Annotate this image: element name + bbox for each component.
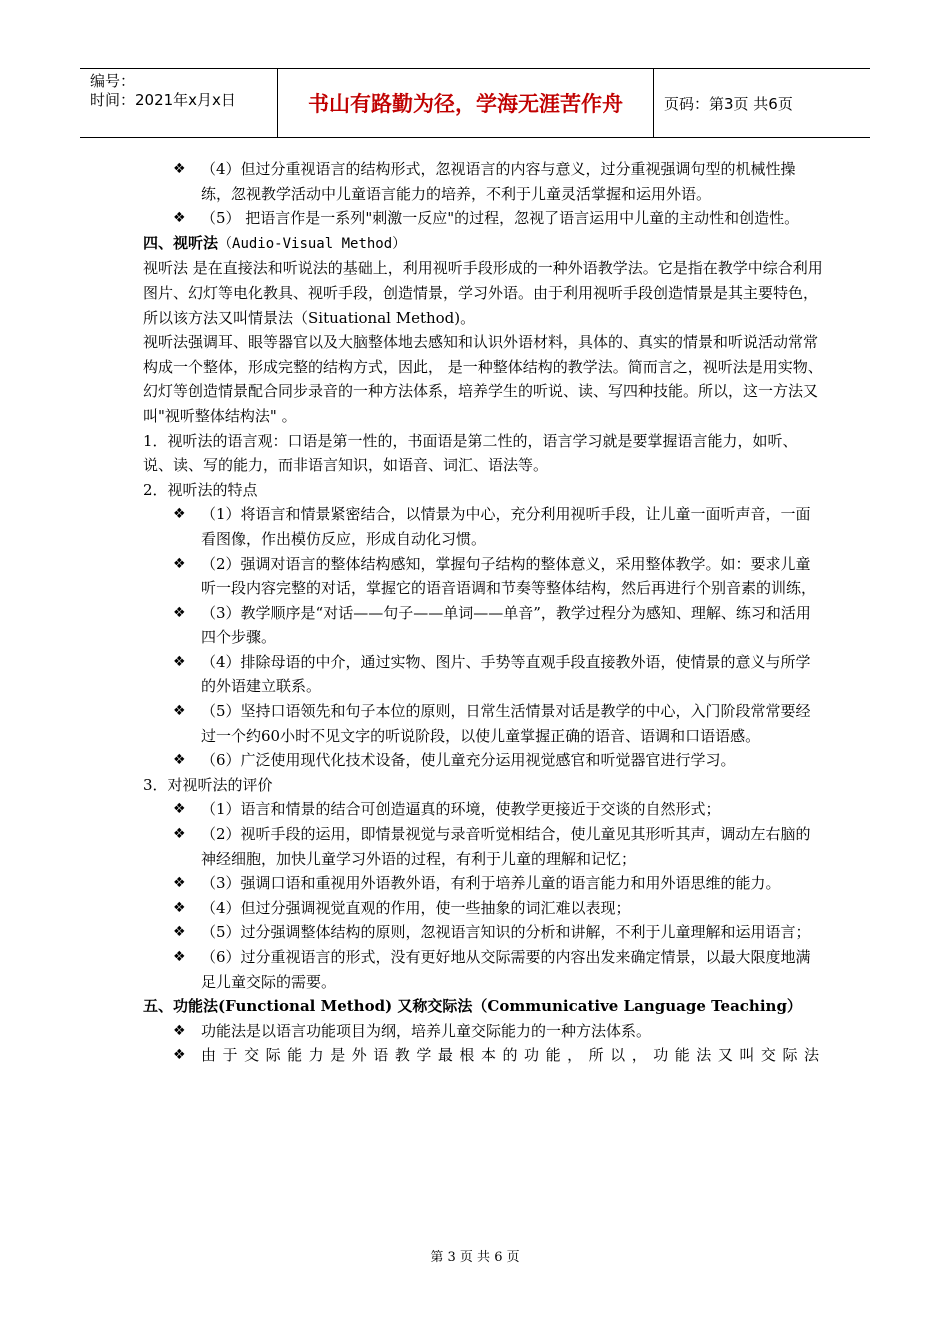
numbered-item: 2．视听法的特点	[143, 480, 258, 499]
paragraph: 视听法强调耳、眼等器官以及大脑整体地去感知和认识外语材料，具体的、真实的情景和听说活动常常构成一个整体，形成完整的结构方式，因此， 是一种整体结构的教学法。简而言之，视听法是用实物、幻灯等创造情景配合同步录音的一种方法体系，培养学生的听说、读、写四种技能。所以，这一方法又叫"视听整体结构法" 。	[143, 333, 823, 425]
list-item: ❖ 由于交际能力是外语教学最根本的功能，所以，功能法又叫交际法	[143, 1043, 823, 1068]
list-item: ❖ （4）排除母语的中介，通过实物、图片、手势等直观手段直接教外语，使情景的意义与所学的外语建立联系。	[143, 650, 823, 699]
numbered-item: 3．对视听法的评价	[143, 775, 273, 794]
page-header	[80, 68, 870, 138]
diamond-bullet-icon: ❖	[173, 506, 186, 523]
doc-date-label: 时间：2021年x月x日	[90, 91, 236, 109]
list-item: ❖ 功能法是以语言功能项目为纲，培养儿童交际能力的一种方法体系。	[143, 1019, 823, 1044]
diamond-bullet-icon: ❖	[173, 703, 186, 720]
diamond-bullet-icon: ❖	[173, 653, 186, 670]
header-motto: 书山有路勤为径，学海无涯苦作舟	[278, 69, 654, 137]
diamond-bullet-icon: ❖	[173, 752, 186, 769]
header-page-info: 页码：第3页 共6页	[664, 94, 793, 113]
list-item: ❖ （3）教学顺序是“对话——句子——单词——单音”，教学过程分为感知、理解、练习和活用四个步骤。	[143, 601, 823, 650]
diamond-bullet-icon: ❖	[173, 899, 186, 916]
diamond-bullet-icon: ❖	[173, 875, 186, 892]
paragraph: 视听法 是在直接法和听说法的基础上，利用视听手段形成的一种外语教学法。它是指在教学中综合利用图片、幻灯等电化教具、视听手段，创造情景，学习外语。由于利用视听手段创造情景是其主要特色，所以该方法又叫情景法（Situational Method)。	[143, 259, 823, 327]
numbered-item: 1．视听法的语言观：口语是第一性的，书面语是第二性的，语言学习就是要掌握语言能力，如听、说、读、写的能力，而非语言知识，如语音、词汇、语法等。	[143, 431, 798, 475]
list-item: ❖ （6）广泛使用现代化技术设备，使儿童充分运用视觉感官和听觉器官进行学习。	[143, 748, 823, 773]
list-item: ❖ （6）过分重视语言的形式，没有更好地从交际需要的内容出发来确定情景，以最大限度地满足儿童交际的需要。	[143, 945, 823, 994]
list-item: ❖ （3）强调口语和重视用外语教外语，有利于培养儿童的语言能力和用外语思维的能力。	[143, 871, 823, 896]
list-item: ❖ （5）坚持口语领先和句子本位的原则，日常生活情景对话是教学的中心，入门阶段常常要经过一个约60小时不见文字的听说阶段，以使儿童掌握正确的语音、语调和口语语感。	[143, 699, 823, 748]
diamond-bullet-icon: ❖	[173, 604, 186, 621]
diamond-bullet-icon: ❖	[173, 555, 186, 572]
list-item: ❖ （2）强调对语言的整体结构感知，掌握句子结构的整体意义，采用整体教学。如：要求儿童听一段内容完整的对话，掌握它的语音语调和节奏等整体结构，然后再进行个别音素的训练，	[143, 552, 823, 601]
list-item: ❖ （1）语言和情景的结合可创造逼真的环境，使教学更接近于交谈的自然形式；	[143, 797, 823, 822]
section-heading: 五、功能法(Functional Method) 又称交际法（Communicative Language Teaching）	[143, 997, 802, 1016]
diamond-bullet-icon: ❖	[173, 1022, 186, 1039]
doc-number-label: 编号：	[90, 72, 136, 90]
list-item: ❖ （4）但过分重视语言的结构形式，忽视语言的内容与意义，过分重视强调句型的机械性操练，忽视教学活动中儿童语言能力的培养，不利于儿童灵活掌握和运用外语。	[143, 157, 823, 206]
diamond-bullet-icon: ❖	[173, 924, 186, 941]
list-item: ❖ （4）但过分强调视觉直观的作用，使一些抽象的词汇难以表现；	[143, 896, 823, 921]
diamond-bullet-icon: ❖	[173, 1047, 186, 1064]
diamond-bullet-icon: ❖	[173, 949, 186, 965]
list-item: ❖ （1）将语言和情景紧密结合，以情景为中心，充分利用视听手段，让儿童一面听声音，一面看图像，作出模仿反应，形成自动化习惯。	[143, 502, 823, 551]
document-body	[143, 157, 823, 1068]
section-heading: 四、视听法（Audio-Visual Method）	[143, 233, 407, 252]
diamond-bullet-icon: ❖	[173, 161, 186, 177]
diamond-bullet-icon: ❖	[173, 801, 186, 818]
list-item: ❖ （2）视听手段的运用，即情景视觉与录音听觉相结合，使儿童见其形听其声，调动左右脑的神经细胞，加快儿童学习外语的过程，有利于儿童的理解和记忆；	[143, 822, 823, 871]
diamond-bullet-icon: ❖	[173, 826, 186, 843]
page-footer: 第 3 页 共 6 页	[430, 1250, 520, 1265]
list-item: ❖ （5） 把语言作是一系列"刺激一反应"的过程，忽视了语言运用中儿童的主动性和创造性。	[143, 206, 823, 231]
diamond-bullet-icon: ❖	[173, 210, 186, 227]
list-item: ❖ （5）过分强调整体结构的原则，忽视语言知识的分析和讲解，不利于儿童理解和运用语言；	[143, 920, 823, 945]
header-info	[80, 69, 278, 137]
